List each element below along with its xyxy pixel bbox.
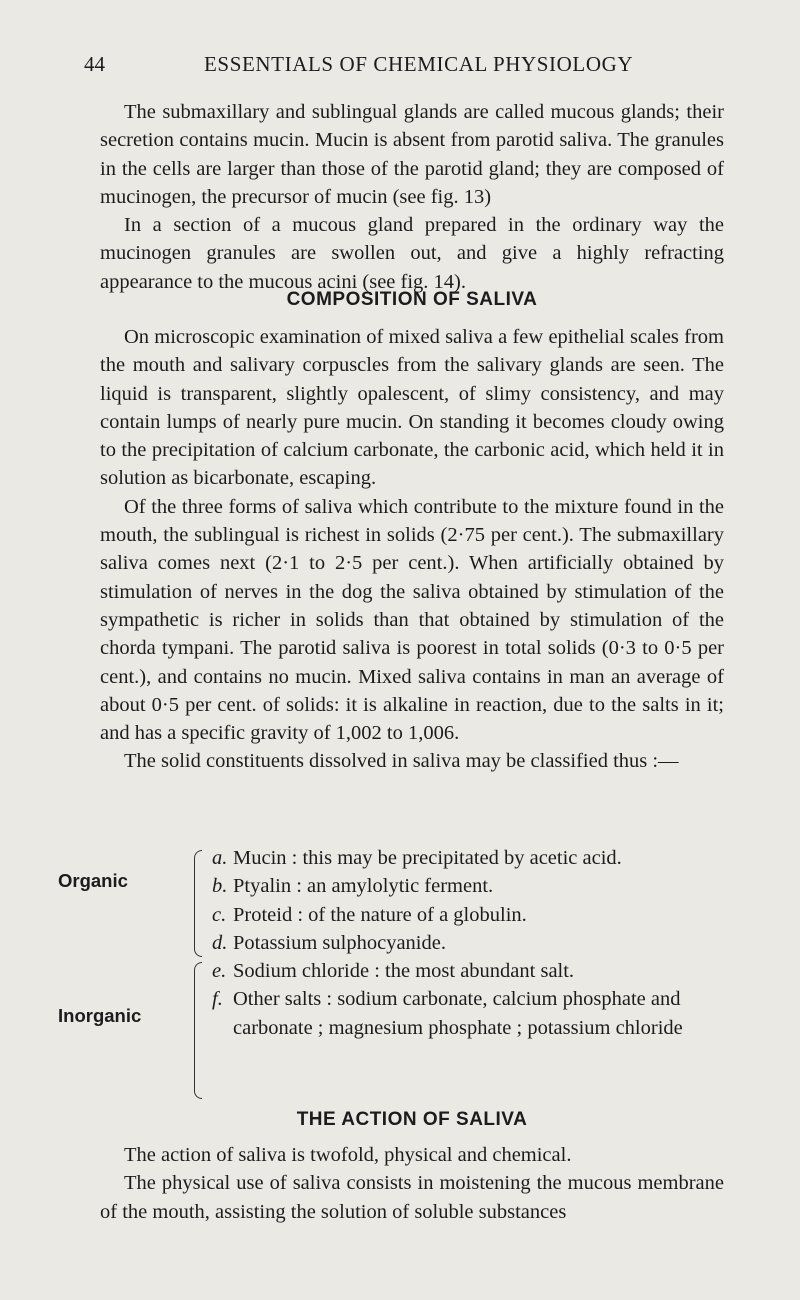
item-key: a. <box>212 847 228 869</box>
item-text: Potassium sulphocyanide. <box>233 931 446 954</box>
section-heading-composition: COMPOSITION OF SALIVA <box>286 289 538 310</box>
item-text: Sodium chloride : the most abundant salt. <box>233 960 575 982</box>
paragraph: The physical use of saliva consists in moistening the mucous membrane of the mouth, assisting the solution of soluble substances <box>100 1172 724 1223</box>
paragraph: In a section of a mucous gland prepared in the ordinary way the mucinogen granules are swollen out, and give a highly refracting appearance to the mucous acini (see fig. 14). <box>100 214 724 293</box>
item-text: Mucin : this may be precipitated by acetic acid. <box>233 847 622 869</box>
item-key: c. <box>212 903 227 926</box>
paragraph: On microscopic examination of mixed saliva a few epithelial scales from the mouth and salivary corpuscles from the salivary glands are seen. The liquid is transparent, slightly opalescent, of slimy consistency, and may contain lumps of nearly pure mucin. On standing it becomes cloudy owing to the precipitation of calcium carbonate, the carbonic acid, which held it in solution as bicarbonate, escaping. <box>100 326 724 490</box>
item-key: d. <box>212 931 228 954</box>
list-item <box>212 901 732 929</box>
section-heading-action: THE ACTION OF SALIVA <box>296 1109 528 1130</box>
brace-inorganic <box>194 962 202 1099</box>
list-item <box>212 872 732 900</box>
item-key: e. <box>212 960 227 982</box>
running-title: ESSENTIALS OF CHEMICAL PHYSIOLOGY <box>204 52 634 76</box>
list-item <box>212 985 732 1042</box>
item-key: b. <box>212 875 228 898</box>
item-text: Ptyalin : an amylolytic ferment. <box>233 875 494 898</box>
organic-list <box>212 844 732 957</box>
composition-text <box>100 323 724 776</box>
paragraph: Of the three forms of saliva which contribute to the mixture found in the mouth, the sublingual is richest in solids (2·75 per cent.). The submaxillary saliva comes next (2·1 to 2·5 per cent.). When artificially obtained by stimulation of nerves in the dog the saliva obtained by stimulation of the sympathetic is richer in solids than that obtained by stimulation of the chorda tympani. The parotid saliva is poorest in total solids (0·3 to 0·5 per cent.), and contains no mucin. Mixed saliva contains in man an average of about 0·5 per cent. of solids: it is alkaline in reaction, due to the salts in it; and has a specific gravity of 1,002 to 1,006. <box>100 495 724 745</box>
page-header <box>84 52 730 82</box>
list-item <box>212 957 732 985</box>
item-text: Other salts : sodium carbonate, calcium phosphate and carbonate ; magnesium phosphate ; potassium chloride <box>233 988 683 1039</box>
paragraph: The submaxillary and sublingual glands are called mucous glands; their secretion contains mucin. Mucin is absent from parotid saliva. The granules in the cells are larger than those of the parotid gland; they are composed of mucinogen, the precursor of mucin (see fig. 13) <box>100 101 724 208</box>
inorganic-list <box>212 957 732 1042</box>
item-text: Proteid : of the nature of a globulin. <box>233 903 527 926</box>
paragraph: The solid constituents dissolved in saliva may be classified thus :— <box>124 750 679 773</box>
item-key: f. <box>212 988 223 1011</box>
list-item <box>212 929 732 957</box>
group-label-organic: Organic <box>58 870 128 891</box>
page-number: 44 <box>84 52 105 76</box>
intro-text <box>100 98 724 296</box>
action-text <box>100 1141 724 1226</box>
brace-organic <box>194 850 202 957</box>
group-label-inorganic: Inorganic <box>58 1005 142 1026</box>
list-item <box>212 844 732 872</box>
paragraph: The action of saliva is twofold, physical and chemical. <box>124 1144 572 1166</box>
